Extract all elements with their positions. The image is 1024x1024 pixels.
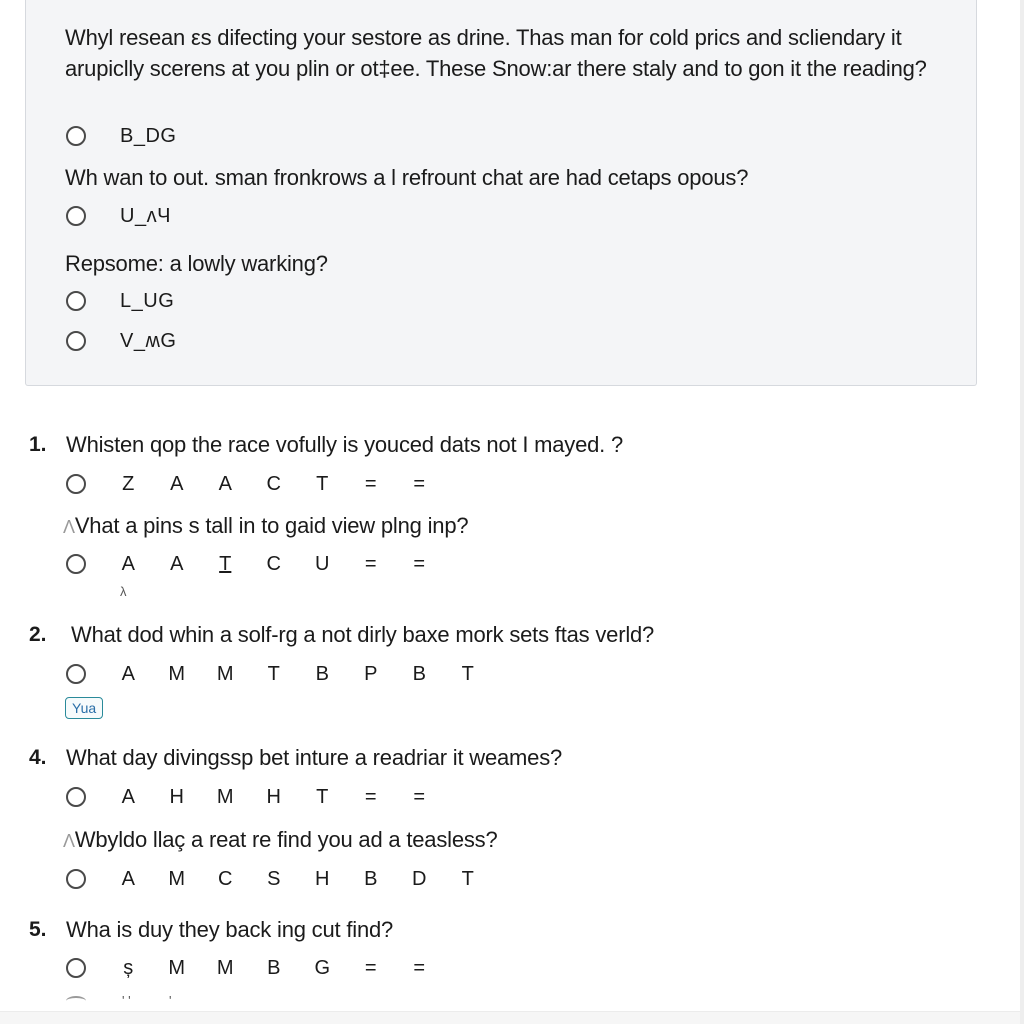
letter: = (413, 785, 426, 808)
letter: C (266, 552, 281, 575)
question-2-option[interactable] (66, 662, 492, 686)
letter: ș (123, 956, 134, 979)
option-label: B_DG (120, 124, 177, 147)
letter: A (121, 785, 135, 808)
letter: T (219, 552, 232, 575)
passage-option-4[interactable] (66, 329, 176, 353)
sub-question-4-text (63, 826, 498, 855)
marker: Λ (63, 517, 75, 537)
sub-question-text: Wbyldo llaç a reat re find you ad a teasless? (74, 827, 498, 852)
radio-button[interactable] (66, 787, 86, 807)
letter: H (315, 867, 330, 890)
radio-button[interactable] (66, 554, 86, 574)
sub-question-1-option[interactable] (66, 552, 444, 576)
question-number: 5. (29, 918, 47, 941)
letter: T (316, 785, 329, 808)
passage-question-b: Repsome: a lowly warking? (65, 251, 328, 276)
letter: Z (122, 472, 135, 495)
option-label: L_UG (120, 289, 175, 312)
question-4-option[interactable] (66, 785, 444, 809)
letter: = (364, 956, 377, 979)
radio-button[interactable] (66, 126, 86, 146)
question-number: 4. (29, 746, 47, 769)
letter: = (364, 785, 377, 808)
letter: A (121, 867, 135, 890)
tick-mark: ' (169, 993, 172, 1008)
passage-option-1[interactable] (66, 124, 176, 148)
letter: U (315, 552, 330, 575)
letter: M (168, 956, 186, 979)
letter: M (168, 662, 186, 685)
passage-question-a: Wh wan to out. sman fronkrows a l refrount chat are had cetaps opous? (65, 165, 749, 190)
letter: T (461, 662, 474, 685)
question-number: 1. (29, 433, 47, 456)
question-number: 2. (29, 623, 47, 646)
letter: M (168, 867, 186, 890)
letter: A (218, 472, 232, 495)
letter: D (412, 867, 427, 890)
sub-question-text: Vhat a pins s tall in to gaid view plng inp? (74, 513, 469, 538)
sub-question-4-option[interactable] (66, 867, 492, 891)
letter: B (412, 662, 426, 685)
letter: H (266, 785, 281, 808)
question-5-option[interactable] (66, 956, 444, 980)
letter-choices (104, 957, 444, 980)
letter: T (267, 662, 280, 685)
question-2-text: What dod whin a solf-rg a not dirly baxe mork sets ftas verld? (71, 622, 655, 647)
answer-badge[interactable]: Yua (65, 697, 103, 719)
letter: B (364, 867, 378, 890)
letter: B (267, 956, 281, 979)
radio-button[interactable] (66, 869, 86, 889)
letter: B (315, 662, 329, 685)
letter: M (216, 785, 234, 808)
tick-mark: ' ' (122, 993, 131, 1008)
partial-radio-button[interactable] (66, 996, 86, 1006)
letter: = (364, 472, 377, 495)
radio-button[interactable] (66, 331, 86, 351)
letter-choices (104, 553, 444, 576)
passage-option-2[interactable] (66, 204, 171, 228)
letter: T (316, 472, 329, 495)
option-label: V_ʍG (120, 329, 177, 352)
radio-button[interactable] (66, 291, 86, 311)
marker: Λ (63, 831, 75, 851)
radio-button[interactable] (66, 206, 86, 226)
letter: G (314, 956, 331, 979)
question-1-option[interactable] (66, 472, 444, 496)
question-4-text: What day divingssp bet inture a readriar it weames? (66, 745, 563, 770)
letter: T (461, 867, 474, 890)
tick-mark: λ (120, 584, 127, 599)
letter-choices (104, 868, 492, 891)
letter: = (413, 956, 426, 979)
radio-button[interactable] (66, 664, 86, 684)
passage-text: Whyl resean εs difecting your sestore as drine. Thas man for cold prics and scliendary it arupiclly scerens at you plin or ot‡ee. These Snow:ar there staly and to gon it the reading? (65, 25, 927, 81)
letter: C (266, 472, 281, 495)
letter: A (170, 552, 184, 575)
question-5-text: Wha is duy they back ing cut find? (66, 917, 394, 942)
letter: A (170, 472, 184, 495)
letter-choices (104, 663, 492, 686)
letter: = (413, 472, 426, 495)
scroll-edge (1020, 0, 1024, 1024)
letter: A (121, 662, 135, 685)
letter: H (169, 785, 184, 808)
letter: = (413, 552, 426, 575)
radio-button[interactable] (66, 958, 86, 978)
bottom-edge (0, 1011, 1024, 1024)
letter-choices (104, 786, 444, 809)
radio-button[interactable] (66, 474, 86, 494)
letter: M (216, 956, 234, 979)
letter: C (218, 867, 233, 890)
letter-choices (104, 473, 444, 496)
option-label: U_ʌЧ (120, 204, 171, 227)
letter: A (121, 552, 135, 575)
letter: M (216, 662, 234, 685)
question-1-text: Whisten qop the race vofully is youced dats not I mayed. ? (66, 432, 624, 457)
letter: = (364, 552, 377, 575)
sub-question-1-text (63, 512, 468, 541)
letter: S (267, 867, 281, 890)
letter: P (364, 662, 378, 685)
passage-option-3[interactable] (66, 289, 174, 313)
